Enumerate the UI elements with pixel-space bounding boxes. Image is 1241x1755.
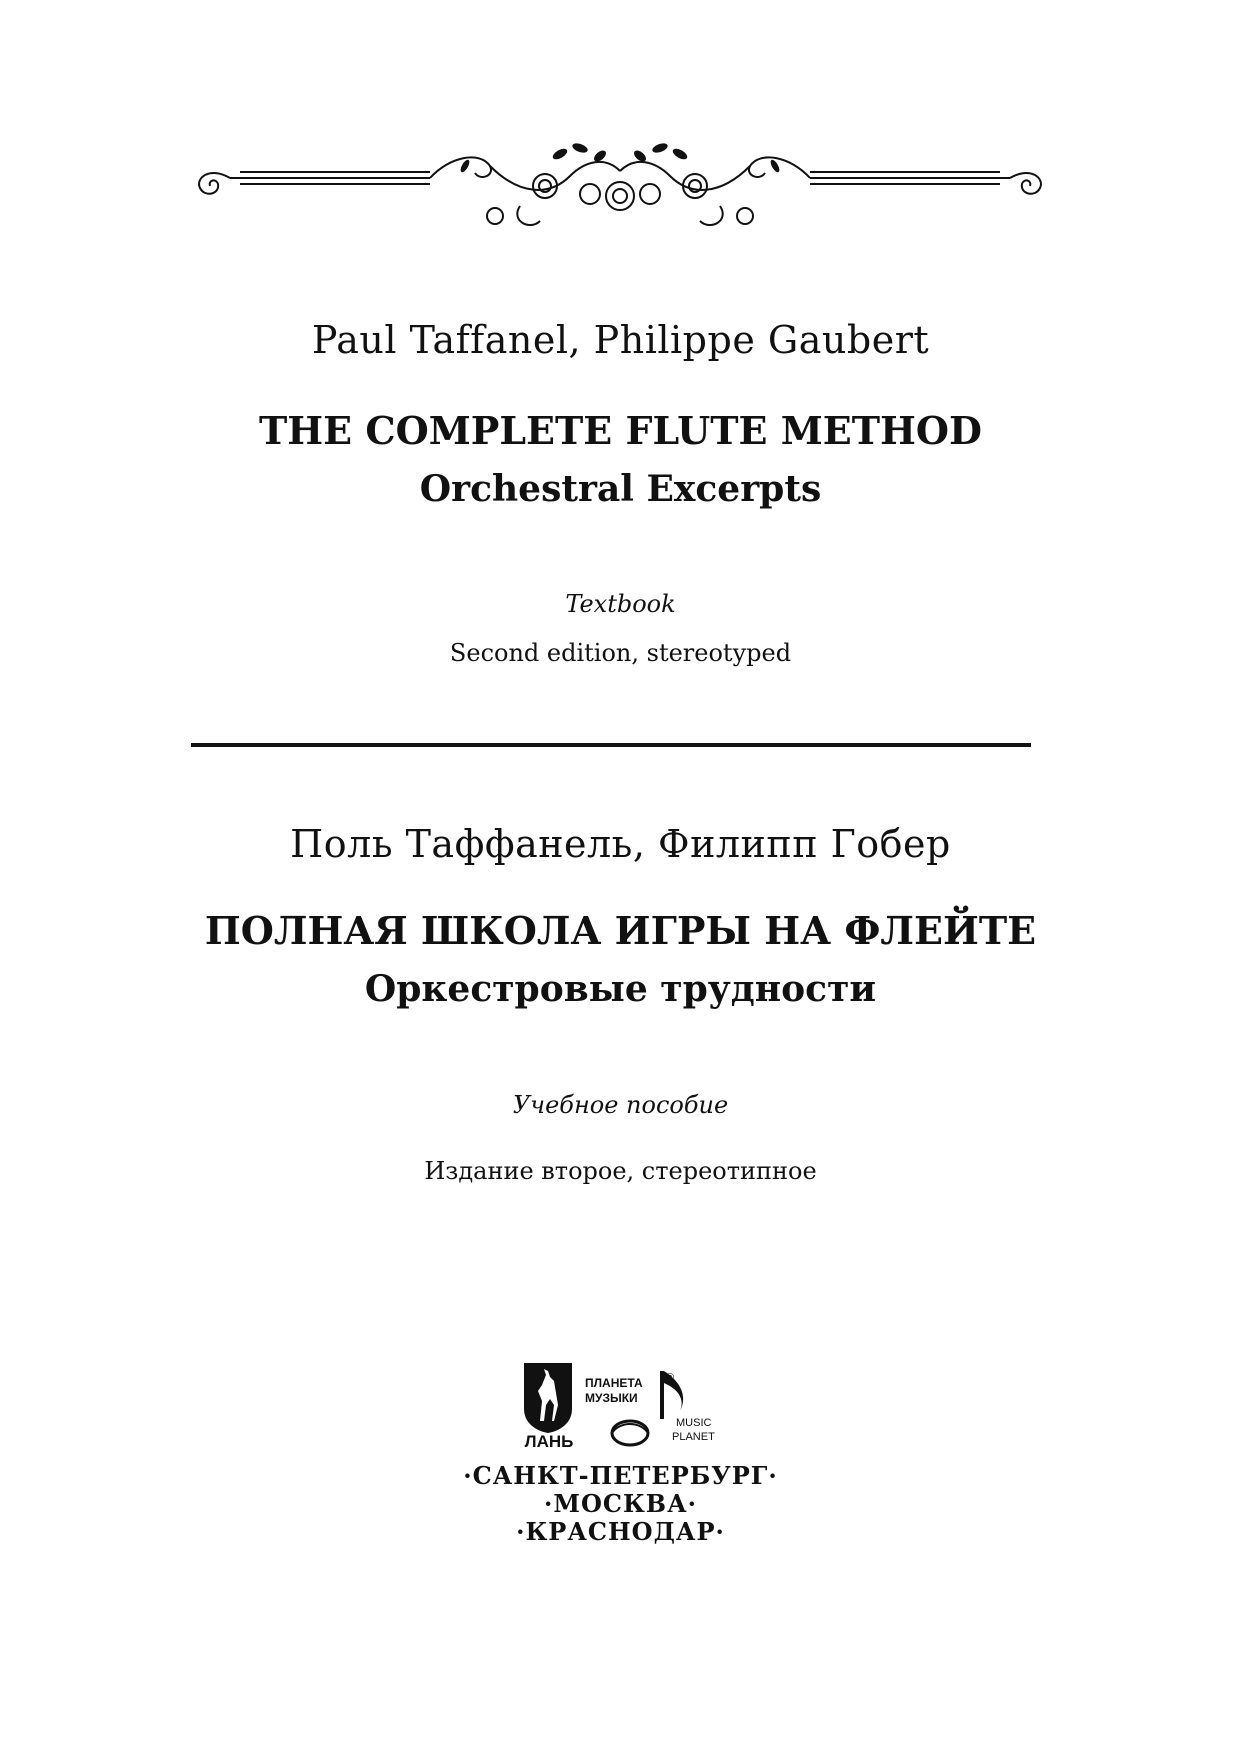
city-krasnodar: ·КРАСНОДАР· xyxy=(516,1517,725,1546)
lan-logo-text: ЛАНЬ xyxy=(524,1432,574,1451)
russian-subtitle: Оркестровые трудности xyxy=(364,968,877,1010)
music-planet-text-1: MUSIC xyxy=(676,1417,712,1429)
registered-mark: ® xyxy=(666,1372,675,1384)
planet-logo-text-1: ПЛАНЕТА xyxy=(585,1376,643,1390)
city-moscow: ·МОСКВА· xyxy=(544,1489,697,1518)
music-planet-text-2: PLANET xyxy=(672,1431,715,1443)
russian-authors: Поль Таффанель, Филипп Гобер xyxy=(290,822,951,866)
ornament-divider-icon xyxy=(190,136,1050,241)
russian-edition: Издание второе, стереотипное xyxy=(424,1157,817,1185)
planet-logo-text-2: МУЗЫКИ xyxy=(585,1391,638,1405)
english-subtitle: Orchestral Excerpts xyxy=(419,468,822,510)
city-spb: ·САНКТ-ПЕТЕРБУРГ· xyxy=(463,1461,778,1490)
russian-book-type: Учебное пособие xyxy=(512,1091,729,1119)
english-book-type: Textbook xyxy=(565,590,676,618)
section-divider xyxy=(191,743,1031,747)
english-edition: Second edition, stereotyped xyxy=(449,639,792,667)
russian-title: ПОЛНАЯ ШКОЛА ИГРЫ НА ФЛЕЙТЕ xyxy=(204,908,1037,953)
english-authors: Paul Taffanel, Philippe Gaubert xyxy=(311,318,930,362)
english-title: THE COMPLETE FLUTE METHOD xyxy=(258,408,982,453)
